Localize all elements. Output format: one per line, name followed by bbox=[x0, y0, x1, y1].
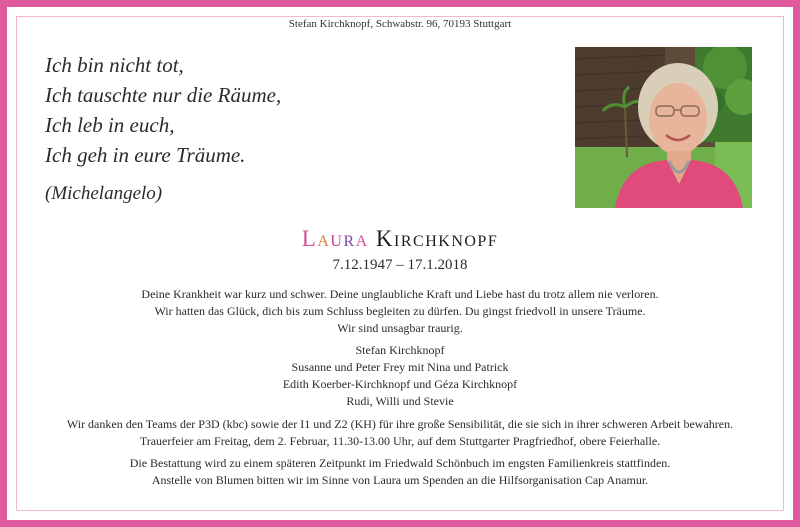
ceremony-line: Trauerfeier am Freitag, dem 2. Februar, 11.30-13.00 Uhr, auf dem Stuttgarter Pragfriedhof, obere Feierhalle. bbox=[139, 434, 661, 448]
burial-line: Die Bestattung wird zu einem späteren Zeitpunkt im Friedwald Schönbuch im engsten Familienkreis stattfinden. bbox=[129, 456, 671, 470]
mourner-line: Rudi, Willi und Stevie bbox=[346, 394, 454, 408]
mourner-line: Edith Koerber-Kirchknopf und Géza Kirchknopf bbox=[282, 377, 518, 391]
deceased-name bbox=[0, 226, 800, 252]
poem-line: Ich leb in euch, bbox=[45, 113, 175, 137]
message-line: Wir hatten das Glück, dich bis zum Schluss begleiten zu dürfen. Du gingst friedvoll in unsere Träume. bbox=[154, 304, 646, 318]
letter: r bbox=[343, 226, 356, 251]
last-name: Kirchknopf bbox=[375, 226, 499, 251]
message-line: Wir sind unsagbar traurig. bbox=[337, 321, 463, 335]
portrait-photo bbox=[575, 47, 752, 208]
donation-line: Anstelle von Blumen bitten wir im Sinne von Laura um Spenden an die Hilfsorganisation Cap Anamur. bbox=[151, 473, 649, 487]
letter: u bbox=[330, 226, 344, 251]
mourner-line: Susanne und Peter Frey mit Nina und Patrick bbox=[291, 360, 509, 374]
mourners-block bbox=[0, 342, 800, 410]
letter: a bbox=[317, 226, 331, 251]
poem-line: Ich tauschte nur die Räume, bbox=[45, 83, 282, 107]
thanks-block bbox=[0, 416, 800, 450]
message-block bbox=[0, 286, 800, 337]
thanks-line: Wir danken den Teams der P3D (kbc) sowie der I1 und Z2 (KH) für ihre große Sensibilität, die sie sich in ihrer schweren Arbeit bewahren. bbox=[66, 417, 734, 431]
letter: L bbox=[301, 226, 318, 251]
sender-address: Stefan Kirchknopf, Schwabstr. 96, 70193 Stuttgart bbox=[288, 18, 512, 30]
first-name bbox=[302, 226, 369, 251]
poem-attribution: (Michelangelo) bbox=[45, 183, 163, 204]
letter: a bbox=[355, 226, 369, 251]
message-line: Deine Krankheit war kurz und schwer. Deine unglaubliche Kraft und Liebe hast du trotz allem nie verloren. bbox=[141, 287, 659, 301]
poem-line: Ich geh in eure Träume. bbox=[45, 143, 246, 167]
life-dates: 7.12.1947 – 17.1.2018 bbox=[332, 257, 468, 273]
mourner-line: Stefan Kirchknopf bbox=[355, 343, 445, 357]
burial-block bbox=[0, 455, 800, 489]
poem-line: Ich bin nicht tot, bbox=[45, 53, 184, 77]
poem bbox=[45, 50, 281, 170]
